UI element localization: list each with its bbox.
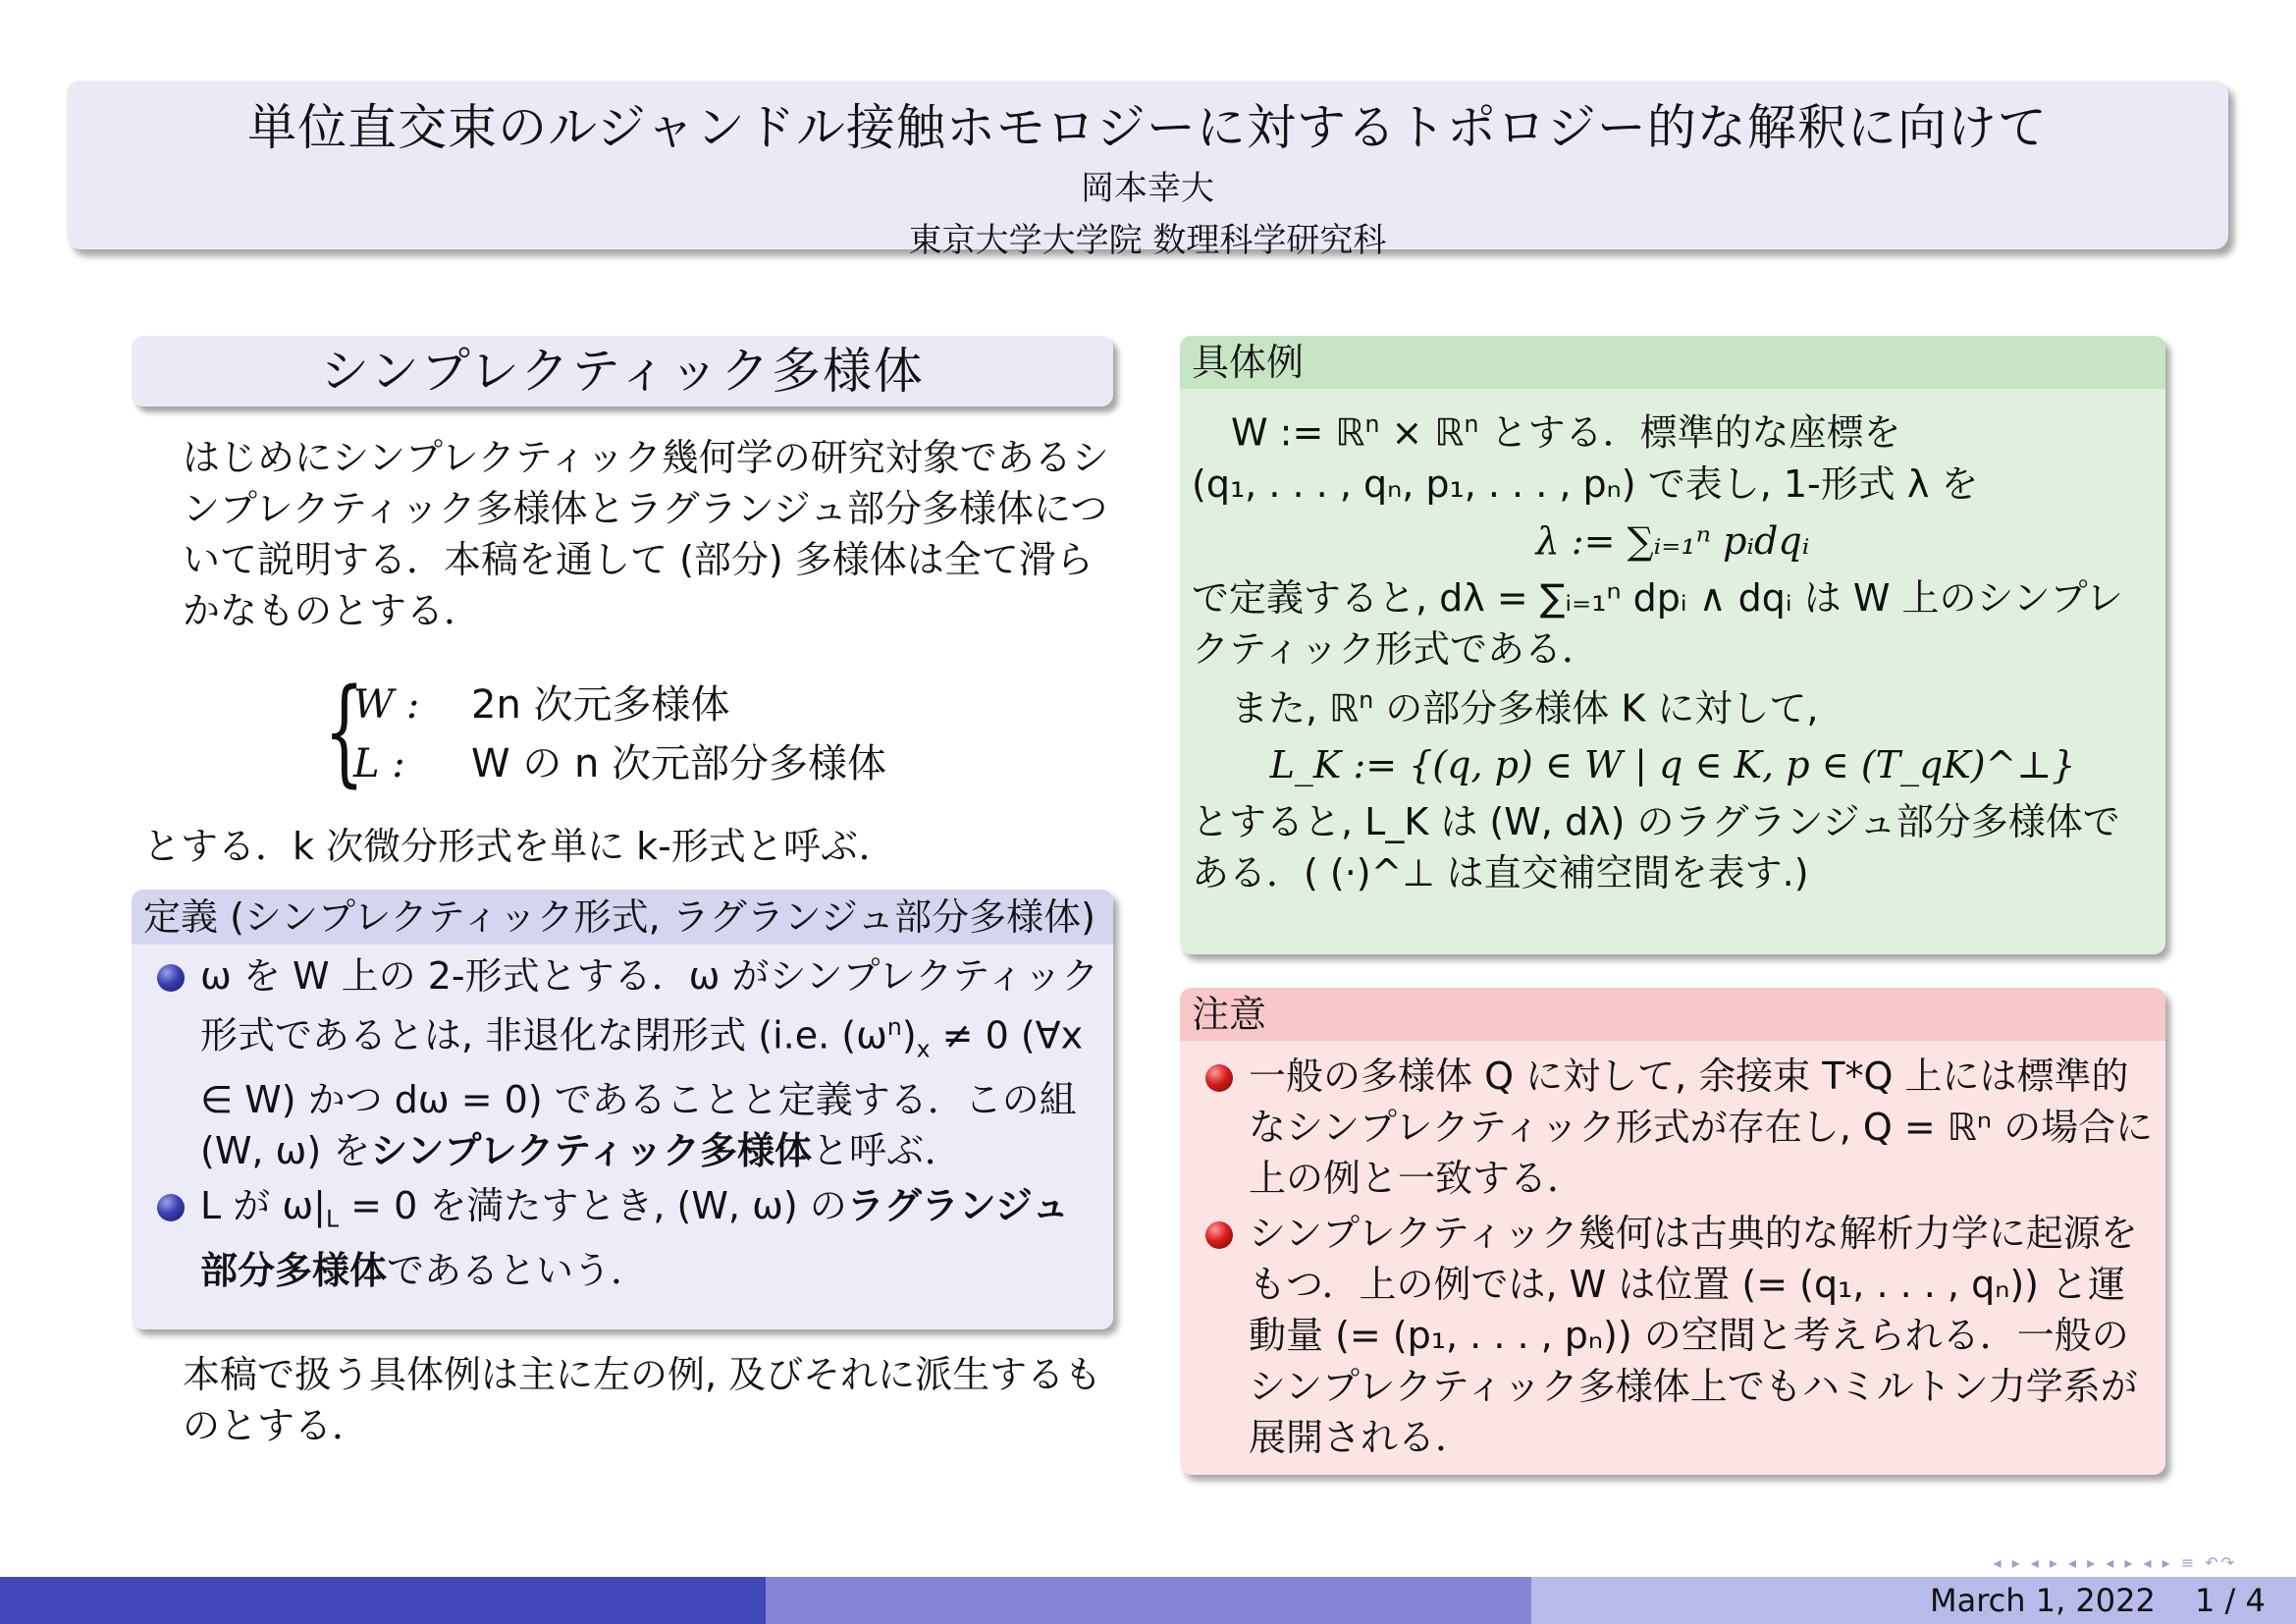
example-block [1180, 336, 2165, 954]
term-lagrangian-submanifold: ラグランジュ部分多様体 [200, 1184, 1070, 1292]
note-item-mechanics: シンプレクティック幾何は古典的な解析力学に起源をもつ．上の例では, W は位置 (= (q₁, . . . , qₙ)) と運動量 (= (p₁, . . . , pₙ)) の空間と考えられる．一般のシンプレクティック多様体上でもハミルトン力学系が展開される． [1192, 1208, 2154, 1463]
bullet-ball-icon [1205, 1221, 1233, 1249]
definition-item-lagrangian: L が $\omega|_L = 0$ を満たすとき, (W, ω) のラグランジュ部分多様体であるという． [143, 1180, 1101, 1296]
section-title: シンプレクティック多様体 [132, 336, 1113, 406]
definition-block [132, 890, 1113, 1329]
footer-segment-1 [0, 1577, 766, 1624]
footer-date: March 1, 2022 [1930, 1582, 2156, 1619]
author-name: 岡本幸大 [1081, 169, 1214, 208]
closing-paragraph [143, 1349, 1115, 1451]
intro-paragraph [143, 432, 1115, 636]
cases-brace: { [324, 663, 365, 798]
cases-definition [324, 663, 1011, 798]
footer-bar [0, 1577, 2296, 1624]
title-block [67, 81, 2228, 260]
case-label-w: W : [353, 682, 420, 728]
note-item-cotangent: 一般の多様体 Q に対して, 余接束 T*Q 上には標準的なシンプレクティック形式が存在し, Q = ℝⁿ の場合に上の例と一致する． [1192, 1051, 2154, 1204]
example-paragraph-2: で定義すると, dλ = ∑ᵢ₌₁ⁿ dpᵢ ∧ dqᵢ は W 上のシンプレクティック形式である． [1192, 575, 2124, 671]
example-line-1: W := ℝ$^n$ × ℝ$^n$ とする．標準的な座標を [1231, 410, 1901, 455]
note-block [1180, 988, 2165, 1475]
case-text-w: 2n 次元多様体 [471, 682, 730, 728]
example-line-3: また, ℝ$^n$ の部分多様体 K に対して, [1231, 685, 1819, 731]
definition-title: 定義 (シンプレクティック形式, ラグランジュ部分多様体) [132, 890, 1113, 945]
case-row-w [353, 676, 730, 734]
footer-segment-3 [1531, 1577, 2296, 1624]
kform-sentence: とする．k 次微分形式を単に k-形式と呼ぶ． [143, 825, 896, 868]
beamer-navigation-icons[interactable]: ◂ ▸ ◂ ▸ ◂ ▸ ◂ ▸ ◂ ▸ ≡ ↶↷ [1993, 1553, 2237, 1572]
example-title: 具体例 [1180, 336, 2165, 389]
closing-text: 本稿で扱う具体例は主に左の例, 及びそれに派生するものとする． [183, 1353, 1102, 1447]
case-text-l: W の n 次元部分多様体 [471, 741, 887, 786]
case-row-l [353, 734, 886, 793]
definition-body [132, 945, 1113, 1312]
example-paragraph-4: とすると, L_K は (W, dλ) のラグランジュ部分多様体である．( (·)^⊥ は直交補空間を表す.) [1192, 800, 2120, 895]
example-body [1180, 389, 2165, 910]
case-label-l: L : [353, 741, 405, 786]
poster-title: 単位直交束のルジャンドル接触ホモロジーに対するトポロジー的な解釈に向けて [247, 99, 2048, 156]
intro-text: はじめにシンプレクティック幾何学の研究対象であるシンプレクティック多様体とラグランジュ部分多様体について説明する．本稿を通して (部分) 多様体は全て滑らかなものとする． [183, 436, 1109, 632]
term-symplectic-manifold: シンプレクティック多様体 [370, 1129, 813, 1173]
bullet-ball-icon [157, 964, 185, 992]
bullet-ball-icon [1205, 1064, 1233, 1092]
footer-segment-2 [766, 1577, 1531, 1624]
example-line-2: (q₁, . . . , qₙ, p₁, . . . , pₙ) で表し, 1-形式 λ を [1192, 461, 1979, 506]
institution: 東京大学大学院 数理科学研究科 [908, 221, 1387, 260]
formula-lk: L_K := {(q, p) ∈ W | q ∈ K, p ∈ (T_qK)^⊥} [1269, 743, 2076, 787]
definition-item-symplectic: ω を W 上の 2-形式とする．ω がシンプレクティック形式であるとは, 非退化な閉形式 (i.e. $(\omega^n)_x \ne 0$ (∀x ∈ W) かつ dω = 0) であることと定義する．この組 (W, ω) をシンプレクティック多様体と呼ぶ． [143, 950, 1101, 1176]
bullet-ball-icon [157, 1194, 185, 1221]
footer-page-number: 1 / 4 [2195, 1582, 2266, 1619]
note-title: 注意 [1180, 988, 2165, 1041]
note-body [1180, 1041, 2165, 1475]
formula-lambda: λ := ∑ᵢ₌₁ⁿ pᵢdqᵢ [1535, 518, 1810, 563]
